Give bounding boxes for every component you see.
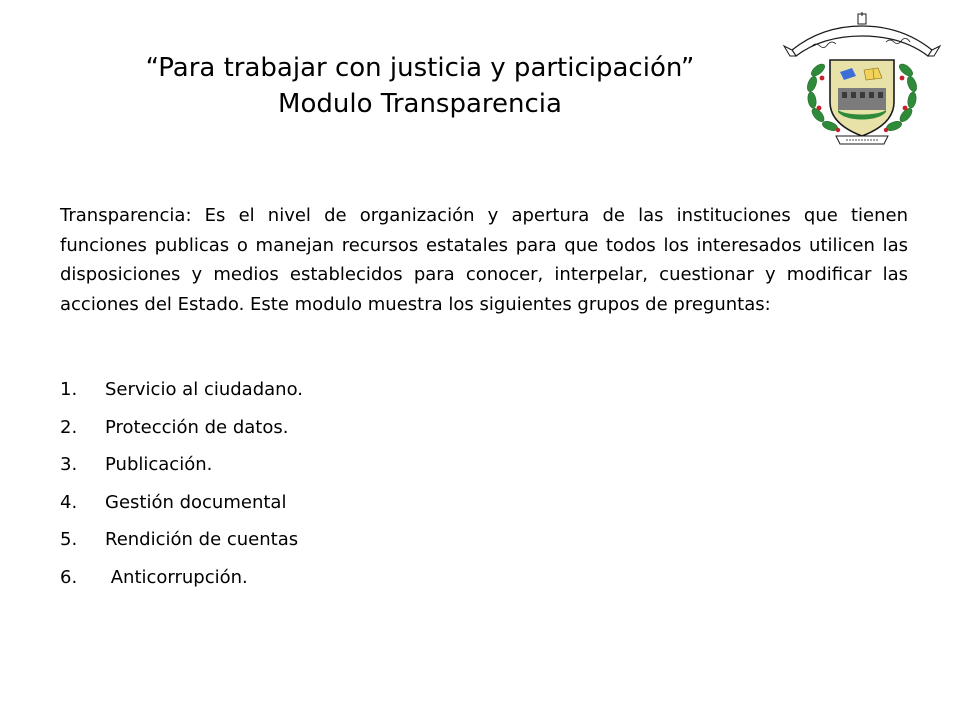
transparency-definition-paragraph: Transparencia: Es el nivel de organización y apertura de las instituciones que tienen funciones publicas o manejan recursos estatales para que todos los interesados utilicen las disposiciones y medios establecidos para conocer, interpelar, cuestionar y modificar las acciones del Estado. Este modulo muestra los siguientes grupos de preguntas: (60, 205, 908, 315)
list-item-number: 5. (60, 529, 78, 550)
list-item-label: Rendición de cuentas (105, 529, 299, 550)
list-item-label: Gestión documental (105, 491, 287, 513)
list-item-number: 6. (60, 566, 78, 588)
list-item-label: Servicio al ciudadano. (105, 379, 303, 400)
list-item-number: 3. (60, 454, 78, 475)
list-item-label: Anticorrupción. (105, 566, 248, 588)
list-item (60, 377, 760, 415)
question-groups-list (60, 377, 760, 602)
list-item-label: Protección de datos. (105, 416, 289, 438)
slide-title (70, 50, 770, 122)
municipal-coat-of-arms-icon (782, 12, 942, 152)
slide-title-line-1: “Para trabajar con justicia y participación” (145, 53, 695, 83)
list-item-number: 4. (60, 491, 78, 513)
coat-of-arms-logo (782, 12, 942, 152)
list-item-number: 1. (60, 379, 78, 400)
list-item (60, 527, 760, 565)
list-item (60, 490, 760, 528)
list-item-label: Publicación. (105, 454, 213, 475)
slide-title-line-2: Modulo Transparencia (278, 89, 562, 119)
list-item (60, 452, 760, 490)
list-item (60, 565, 760, 603)
list-item-number: 2. (60, 416, 78, 438)
list-item (60, 415, 760, 453)
